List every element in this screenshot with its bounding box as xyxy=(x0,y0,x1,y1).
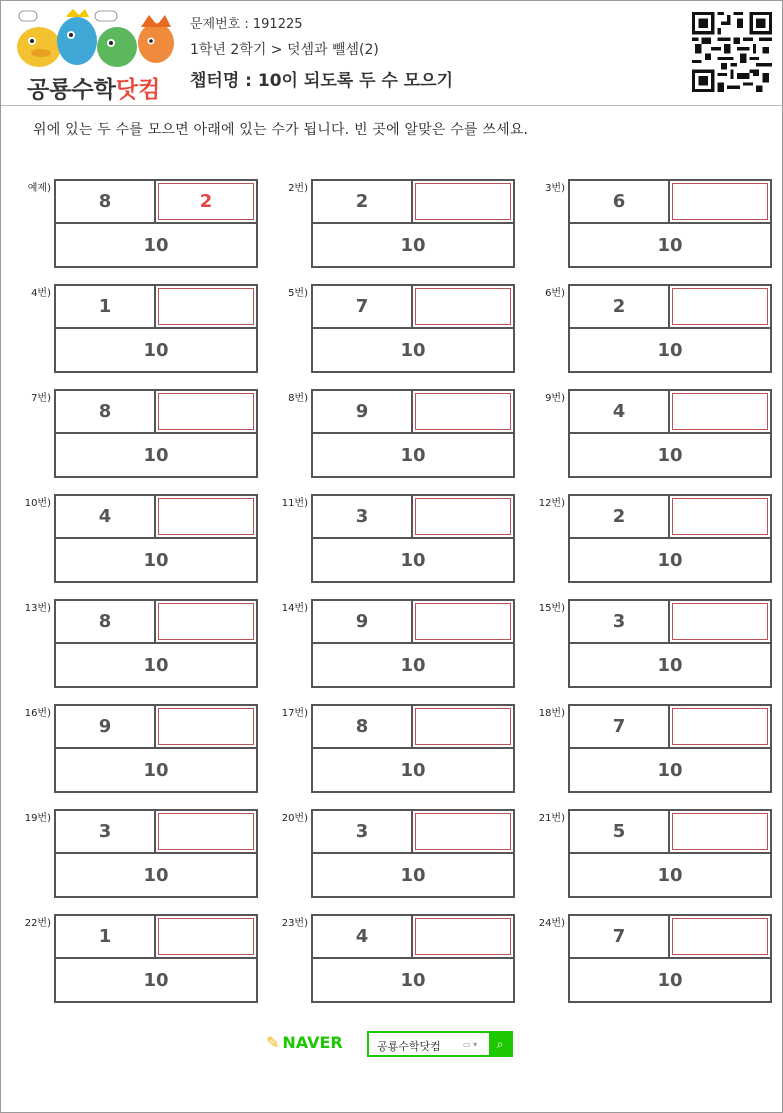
answer-value xyxy=(672,918,768,955)
answer-box[interactable] xyxy=(668,389,772,434)
answer-box[interactable] xyxy=(668,809,772,854)
given-number: 8 xyxy=(54,599,156,644)
given-number: 4 xyxy=(54,494,156,539)
problem-label: 22번) xyxy=(24,918,51,929)
total-number: 10 xyxy=(568,327,772,373)
answer-box[interactable] xyxy=(411,809,515,854)
problem-label: 14번) xyxy=(281,603,308,614)
problem-item xyxy=(27,179,314,271)
given-number: 3 xyxy=(54,809,156,854)
problem-label: 19번) xyxy=(24,813,51,824)
answer-box[interactable] xyxy=(411,914,515,959)
problem-label: 12번) xyxy=(538,498,565,509)
total-number: 10 xyxy=(311,957,515,1003)
total-number: 10 xyxy=(311,642,515,688)
answer-box[interactable] xyxy=(411,599,515,644)
given-number: 9 xyxy=(311,389,413,434)
problem-item xyxy=(24,809,314,901)
total-number: 10 xyxy=(54,537,258,583)
problem-item xyxy=(538,914,783,1006)
total-number: 10 xyxy=(311,537,515,583)
problem-item xyxy=(538,494,783,586)
answer-box[interactable] xyxy=(154,179,258,224)
problem-item xyxy=(31,389,314,481)
answer-box[interactable] xyxy=(668,704,772,749)
problem-item xyxy=(288,284,571,376)
given-number: 7 xyxy=(311,284,413,329)
problem-number: 문제번호 : 191225 xyxy=(190,17,303,32)
problem-label: 8번) xyxy=(288,393,308,404)
answer-value xyxy=(158,813,254,850)
total-number: 10 xyxy=(311,327,515,373)
problem-item xyxy=(538,704,783,796)
total-number: 10 xyxy=(568,747,772,793)
answer-box[interactable] xyxy=(411,284,515,329)
answer-value xyxy=(158,288,254,325)
total-number: 10 xyxy=(311,432,515,478)
given-number: 6 xyxy=(568,179,670,224)
total-number: 10 xyxy=(568,537,772,583)
given-number: 4 xyxy=(311,914,413,959)
answer-value xyxy=(672,813,768,850)
problem-label: 24번) xyxy=(538,918,565,929)
answer-box[interactable] xyxy=(411,704,515,749)
naver-search-banner[interactable] xyxy=(266,1031,516,1059)
total-number: 10 xyxy=(568,642,772,688)
problem-label: 15번) xyxy=(538,603,565,614)
answer-value xyxy=(415,918,511,955)
problem-label: 11번) xyxy=(281,498,308,509)
answer-box[interactable] xyxy=(668,599,772,644)
problem-item xyxy=(24,914,314,1006)
problem-item xyxy=(288,389,571,481)
answer-box[interactable] xyxy=(154,284,258,329)
problem-item xyxy=(281,809,571,901)
problem-label: 10번) xyxy=(24,498,51,509)
problem-item xyxy=(281,494,571,586)
total-number: 10 xyxy=(568,222,772,268)
total-number: 10 xyxy=(54,432,258,478)
problem-label: 4번) xyxy=(31,288,51,299)
problem-label: 5번) xyxy=(288,288,308,299)
answer-value xyxy=(415,183,511,220)
answer-value xyxy=(158,603,254,640)
problem-item xyxy=(24,599,314,691)
problem-label: 21번) xyxy=(538,813,565,824)
given-number: 8 xyxy=(54,389,156,434)
answer-box[interactable] xyxy=(154,809,258,854)
given-number: 2 xyxy=(568,284,670,329)
answer-box[interactable] xyxy=(154,494,258,539)
dinosaur-mascots-icon xyxy=(11,7,176,69)
problem-label: 6번) xyxy=(545,288,565,299)
problem-item xyxy=(288,179,571,271)
answer-value xyxy=(415,603,511,640)
problem-label: 23번) xyxy=(281,918,308,929)
total-number: 10 xyxy=(311,852,515,898)
answer-box[interactable] xyxy=(668,284,772,329)
answer-value xyxy=(672,288,768,325)
answer-value xyxy=(158,708,254,745)
naver-logo[interactable]: ✎ NAVER xyxy=(266,1033,343,1052)
given-number: 1 xyxy=(54,284,156,329)
problem-item xyxy=(538,599,783,691)
answer-value xyxy=(158,918,254,955)
given-number: 9 xyxy=(54,704,156,749)
instruction-text: 위에 있는 두 수를 모으면 아래에 있는 수가 됩니다. 빈 곳에 알맞은 수를 쓰세요. xyxy=(33,122,529,138)
problem-label: 예제) xyxy=(27,183,51,194)
course-breadcrumb: 1학년 2학기 > 덧셈과 뺄셈(2) xyxy=(190,42,379,58)
problem-label: 2번) xyxy=(288,183,308,194)
answer-value xyxy=(415,498,511,535)
answer-value xyxy=(415,708,511,745)
problem-label: 13번) xyxy=(24,603,51,614)
answer-box[interactable] xyxy=(154,914,258,959)
qr-code-icon[interactable] xyxy=(692,12,772,92)
logo-wordmark: 공룡수학닷컴 xyxy=(27,77,161,103)
problem-label: 3번) xyxy=(545,183,565,194)
problem-item xyxy=(281,704,571,796)
problem-item xyxy=(545,179,783,271)
answer-value xyxy=(672,498,768,535)
total-number: 10 xyxy=(54,852,258,898)
total-number: 10 xyxy=(54,642,258,688)
answer-value xyxy=(672,393,768,430)
search-button[interactable] xyxy=(489,1033,511,1055)
total-number: 10 xyxy=(568,432,772,478)
given-number: 8 xyxy=(311,704,413,749)
given-number: 2 xyxy=(568,494,670,539)
answer-box[interactable] xyxy=(668,914,772,959)
total-number: 10 xyxy=(54,957,258,1003)
problem-item xyxy=(545,389,783,481)
problem-item xyxy=(24,494,314,586)
chapter-title: 챕터명 : 10이 되도록 두 수 모으기 xyxy=(190,71,454,91)
keyboard-icon[interactable]: ▭ ▾ xyxy=(463,1040,478,1049)
given-number: 5 xyxy=(568,809,670,854)
answer-value: 2 xyxy=(158,183,254,220)
given-number: 3 xyxy=(568,599,670,644)
given-number: 8 xyxy=(54,179,156,224)
pencil-icon: ✎ xyxy=(266,1033,280,1052)
total-number: 10 xyxy=(568,957,772,1003)
given-number: 2 xyxy=(311,179,413,224)
problem-label: 17번) xyxy=(281,708,308,719)
answer-box[interactable] xyxy=(668,179,772,224)
answer-box[interactable] xyxy=(411,179,515,224)
answer-value xyxy=(672,603,768,640)
problem-item xyxy=(281,599,571,691)
given-number: 4 xyxy=(568,389,670,434)
answer-box[interactable] xyxy=(154,389,258,434)
total-number: 10 xyxy=(311,747,515,793)
given-number: 1 xyxy=(54,914,156,959)
answer-value xyxy=(158,498,254,535)
problem-label: 18번) xyxy=(538,708,565,719)
answer-box[interactable] xyxy=(411,494,515,539)
given-number: 7 xyxy=(568,704,670,749)
problem-label: 16번) xyxy=(24,708,51,719)
problem-item xyxy=(281,914,571,1006)
answer-value xyxy=(672,708,768,745)
problem-item xyxy=(538,809,783,901)
given-number: 9 xyxy=(311,599,413,644)
problem-label: 7번) xyxy=(31,393,51,404)
search-value: 공룡수학닷컴 xyxy=(377,1040,441,1053)
answer-box[interactable] xyxy=(411,389,515,434)
total-number: 10 xyxy=(54,327,258,373)
search-icon: ⌕ xyxy=(496,1036,504,1051)
site-logo[interactable] xyxy=(11,7,176,103)
problem-item xyxy=(24,704,314,796)
given-number: 7 xyxy=(568,914,670,959)
problem-item xyxy=(31,284,314,376)
problem-label: 20번) xyxy=(281,813,308,824)
problem-item xyxy=(545,284,783,376)
answer-box[interactable] xyxy=(668,494,772,539)
answer-box[interactable] xyxy=(154,599,258,644)
search-input[interactable] xyxy=(367,1031,513,1057)
total-number: 10 xyxy=(54,222,258,268)
answer-box[interactable] xyxy=(154,704,258,749)
answer-value xyxy=(672,183,768,220)
answer-value xyxy=(415,813,511,850)
total-number: 10 xyxy=(311,222,515,268)
total-number: 10 xyxy=(568,852,772,898)
problem-label: 9번) xyxy=(545,393,565,404)
header-divider xyxy=(1,105,782,106)
given-number: 3 xyxy=(311,809,413,854)
answer-value xyxy=(415,288,511,325)
total-number: 10 xyxy=(54,747,258,793)
given-number: 3 xyxy=(311,494,413,539)
answer-value xyxy=(415,393,511,430)
answer-value xyxy=(158,393,254,430)
